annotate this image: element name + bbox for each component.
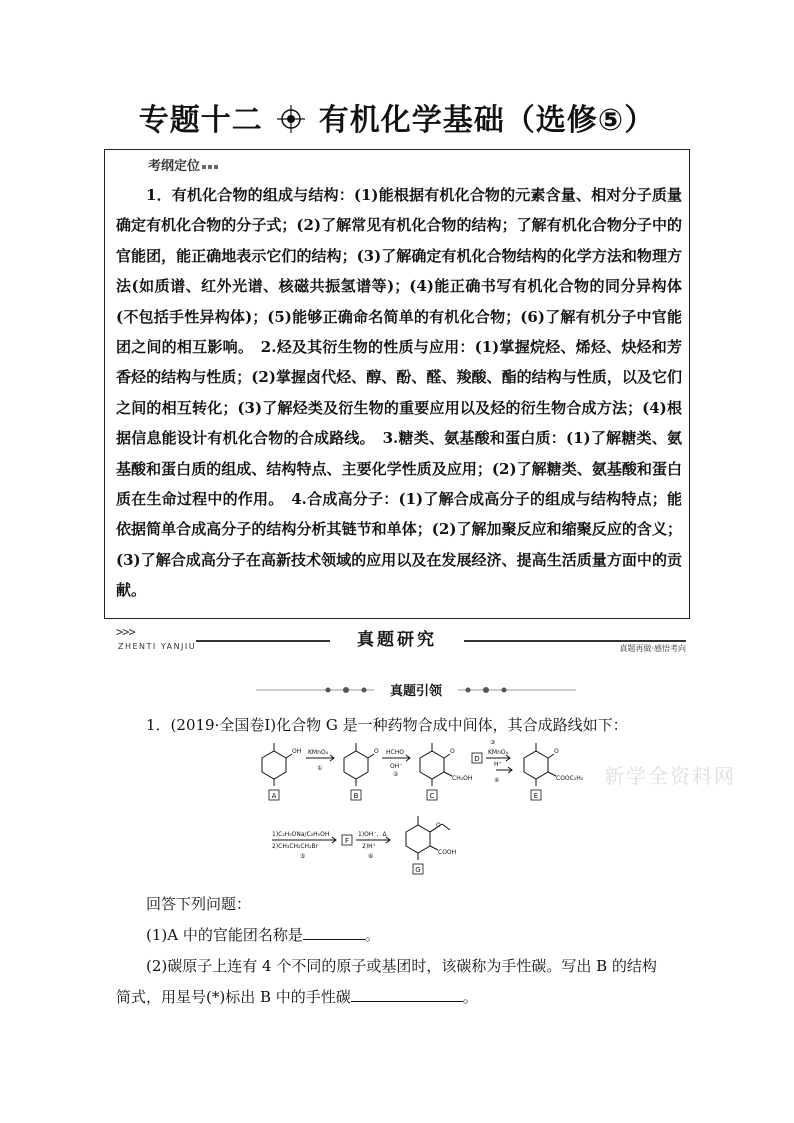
- svg-text:2)H⁺: 2)H⁺: [362, 843, 376, 850]
- svg-text:D: D: [474, 755, 480, 763]
- svg-text:COOC₂H₅: COOC₂H₅: [556, 775, 584, 782]
- svg-text:KMnO₄: KMnO₄: [308, 749, 329, 756]
- question-2-line1: (2)碳原子上连有 4 个不同的原子或基团时，该碳称为手性碳。写出 B 的结构: [146, 957, 657, 975]
- question-2-line2: 简式，用星号(*)标出 B 中的手性碳 。: [116, 988, 478, 1006]
- svg-text:O: O: [436, 822, 441, 829]
- svg-text:1)C₂H₅ONa/C₂H₅OH: 1)C₂H₅ONa/C₂H₅OH: [272, 831, 330, 838]
- banner-pinyin: ZHENTI YANJIU: [118, 642, 197, 651]
- syllabus-text: 1．有机化合物的组成与结构：(1)能根据有机化合物的元素含量、相对分子质量确定有机化合物的分子式；(2)了解常见有机化合物的结构；了解有机化合物分子中的官能团，能正确地表示它们的结构；(3)了解确定有机化合物结构的化学方法和物理方法(如质谱、红外光谱、核磁共振氢谱等)；(4)能正确书写有机化合物的同分异构体(不包括手性异构体)；(5)能够正确命名简单的有机化合物；(6)了解有机分子中官能团之间的相互影响。 2.烃及其衍生物的性质与应用：(1)掌握烷烃、烯烃、炔烃和芳香烃的结构与性质；(2)掌握卤代烃、醇、酚、醛、羧酸、酯的结构与性质，以及它们之间的相互转化；(3)了解烃类及衍生物的重要应用以及烃的衍生物合成方法；(4)根据信息能设计有机化合物的合成路线。 3.糖类、氨基酸和蛋白质：(1)了解糖类、氨基酸和蛋白质的组成、结构特点、主要化学性质及应用；(2)了解糖类、氨基酸和蛋白质在生命过程中的作用。 4.合成高分子：(1)了解合成高分子的组成与结构特点；能依据简单合成高分子的结构分析其链节和单体；(2)了解加聚反应和缩聚反应的含义；(3)了解合成高分子在高新技术领域的应用以及在发展经济、提高生活质量方面中的贡献。: [116, 186, 682, 600]
- synthesis-scheme: [250, 740, 620, 880]
- svg-text:⑤: ⑤: [300, 853, 306, 860]
- crosshair-icon: [277, 105, 305, 133]
- question-intro: 1．(2019·全国卷Ⅰ)化合物 G 是一种药物合成中间体，其合成路线如下：: [146, 716, 628, 734]
- answer-blank-1[interactable]: [303, 925, 365, 940]
- banner-right-text: 真题再做·感悟考向: [619, 644, 686, 653]
- svg-text:KMnO₄: KMnO₄: [488, 749, 509, 756]
- question-1: (1)A 中的官能团名称是 。: [146, 926, 380, 944]
- svg-text:CH₂OH: CH₂OH: [452, 775, 473, 782]
- banner-title: 真题研究: [357, 630, 437, 650]
- svg-text:④: ④: [494, 777, 500, 784]
- watermark: 新学全资料网: [604, 764, 736, 788]
- svg-text:B: B: [353, 792, 359, 800]
- svg-text:③: ③: [490, 740, 496, 746]
- svg-text:HCHO: HCHO: [386, 749, 404, 756]
- svg-text:O: O: [450, 748, 455, 755]
- svg-text:F: F: [344, 837, 350, 845]
- syllabus-label: 考纲定位: [148, 155, 218, 174]
- svg-text:O: O: [374, 748, 379, 755]
- section-banner: [104, 625, 688, 657]
- page-title: [0, 95, 794, 139]
- svg-text:2)CH₃CH₂CH₂Br: 2)CH₃CH₂CH₂Br: [272, 843, 319, 850]
- svg-text:C: C: [429, 792, 435, 800]
- answer-blank-2[interactable]: [351, 987, 463, 1002]
- svg-text:H⁺: H⁺: [494, 761, 502, 768]
- svg-text:A: A: [271, 792, 277, 800]
- svg-text:O: O: [554, 748, 559, 755]
- svg-text:OH: OH: [292, 748, 302, 755]
- svg-text:②: ②: [393, 771, 399, 778]
- title-left: 专题十二: [138, 103, 263, 138]
- arrows-icon: >>>: [116, 625, 135, 639]
- svg-text:E: E: [533, 792, 539, 800]
- svg-text:①: ①: [317, 765, 323, 772]
- svg-text:OH⁻: OH⁻: [390, 763, 403, 770]
- svg-text:1)OH⁻，Δ: 1)OH⁻，Δ: [358, 831, 387, 838]
- svg-text:COOH: COOH: [438, 849, 457, 856]
- svg-text:G: G: [415, 866, 421, 874]
- subheader: [256, 680, 576, 700]
- svg-text:⑥: ⑥: [368, 853, 374, 860]
- title-right: 有机化学基础（选修⑤）: [318, 103, 656, 138]
- question-prompt: 回答下列问题：: [146, 895, 252, 913]
- subheader-label: 真题引领: [389, 684, 442, 699]
